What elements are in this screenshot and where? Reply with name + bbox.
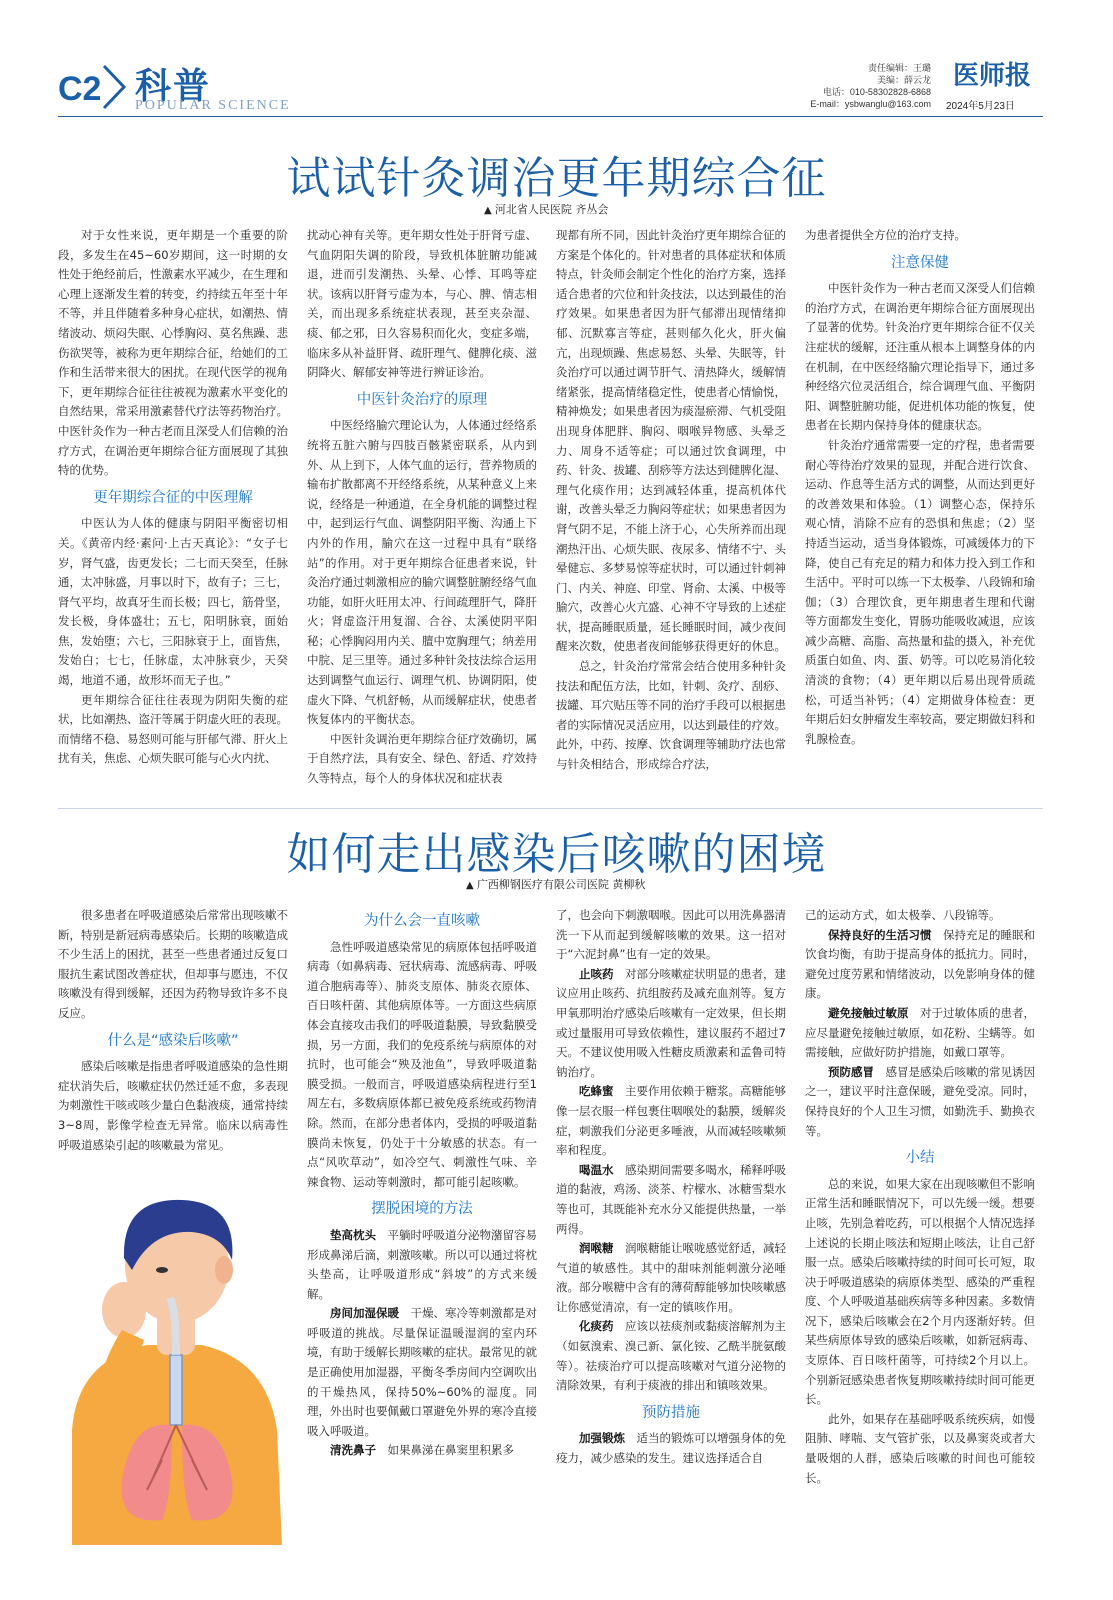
paragraph-text: 适当的锻炼可以增强身体的免疫力，减少感染的发生。建议选择适合自 — [556, 1431, 786, 1466]
paragraph — [805, 1175, 1035, 1410]
paragraph — [556, 226, 786, 657]
subheading: 更年期综合征的中医理解 — [93, 489, 253, 506]
paragraph — [805, 226, 1035, 246]
paragraph-text: 针灸治疗通常需要一定的疗程，患者需要耐心等待治疗效果的显现，并配合进行饮食、运动、作息等生活方式的调整，从而达到更好的改善效果和体验。（1）调整心态，保持乐观心情，消除不应有的恐惧和焦虑；（2）坚持适当运动，适当身体锻炼，可减缓体力的下降，使自己有充足的精力和体力投入到工作和生活中。平时可以练一下太极拳、八段锦和瑜伽；（3）合理饮食，更年期患者生理和代谢等方面都发生变化，胃肠功能吸收减退，应该减少高糖、高脂、高热量和盐的摄入，补充优质蛋白如鱼、肉、蛋、奶等。可以吃易消化较清淡的食物；（4）更年期以后易出现骨质疏松，可适当补钙；（4）定期做身体检查：更年期后妇女肿瘤发生率较高，要定期做妇科和乳腺检查。 — [805, 437, 1035, 746]
paragraph-text: 感冒是感染后咳嗽的常见诱因之一，建议平时注意保暖，避免受凉。同时，保持良好的个人卫生习惯，如勤洗手、勤换衣等。 — [805, 1064, 1035, 1138]
paragraph-lead: 加强锻炼 — [579, 1431, 637, 1446]
paragraph-lead: 化痰药 — [579, 1319, 625, 1334]
paragraph — [805, 279, 1035, 436]
paragraph-lead: 避免接触过敏原 — [828, 1005, 920, 1020]
paragraph-text: 中医针灸调治更年期综合征疗效确切，属于自然疗法，具有安全、绿色、舒适、疗效持久等特点，每个人的身体状况和症状表 — [307, 731, 537, 786]
paragraph — [307, 226, 537, 383]
paragraph — [556, 1161, 786, 1239]
paragraph-text: 很多患者在呼吸道感染后常常出现咳嗽不断，特别是新冠病毒感染后。长期的咳嗽造成不少生活上的困扰，甚至一些患者通过反复口服抗生素试图改善症状，但却事与愿违，不仅咳嗽没有得到缓解，还因为药物导致许多不良反应。 — [58, 908, 288, 1020]
article1-column-1 — [58, 226, 288, 801]
masthead-meta — [691, 62, 931, 110]
paragraph-text: 扰动心神有关等。更年期女性处于肝肾亏虚、气血阴阳失调的阶段，导致机体脏腑功能减退，进而引发潮热、头晕、心悸、耳鸣等症状。该病以肝肾亏虚为本，与心、脾、情志相关，而出现多系统症状表现，甚至夹杂湿、痰、郁之邪，日久容易积而化火，变症多端，临床多从补益肝肾、疏肝理气、健脾化痰、滋阴降火、解郁安神等进行辨证诊治。 — [307, 228, 537, 380]
paragraph — [805, 906, 1035, 926]
paragraph — [556, 1317, 786, 1395]
paragraph — [307, 1226, 537, 1304]
paragraph — [556, 906, 786, 965]
paragraph — [805, 1004, 1035, 1063]
paragraph — [307, 1441, 537, 1461]
paragraph — [556, 1082, 786, 1160]
paragraph-text: 了，也会向下刺激咽喉。因此可以用洗鼻器清洗一下从而起到缓解咳嗽的效果。这一招对于“六泥封鼻”也有一定的效果。 — [556, 908, 786, 962]
paragraph-lead: 预防感冒 — [828, 1064, 886, 1079]
paragraph-text: 总之，针灸治疗常常会结合使用多种针灸技法和配伍方法，比如，针刺、灸疗、刮痧、拔罐、耳穴贴压等不同的治疗手段可以根据患者的实际情况灵活应用，以达到最佳的疗效。此外，中药、按摩、饮食调理等辅助疗法也常与针灸相结合，形成综合疗法， — [556, 659, 786, 772]
paragraph-lead: 吃蜂蜜 — [579, 1084, 625, 1099]
paragraph — [307, 938, 537, 1193]
paragraph-text: 对于过敏体质的患者，应尽量避免接触过敏原，如花粉、尘螨等。如需接触，应做好防护措施，如戴口罩等。 — [805, 1005, 1035, 1060]
paragraph — [805, 436, 1035, 750]
paragraph-text: 主要作用依赖于糖浆。高糖能够像一层衣服一样包裹住咽喉处的黏膜，缓解炎症，刺激我们分泌更多唾液，从而减轻咳嗽频率和程度。 — [556, 1084, 786, 1158]
paragraph-lead: 垫高枕头 — [330, 1227, 388, 1242]
subheading: 中医针灸治疗的原理 — [356, 391, 488, 408]
paragraph — [307, 1304, 537, 1441]
paragraph-text: 现都有所不同，因此针灸治疗更年期综合征的方案是个体化的。针对患者的具体症状和体质特点，针灸师会制定个性化的治疗方案，选择适合患者的穴位和针灸技法，以达到最佳的治疗效果。如果患者因为肝气郁滞出现情绪抑郁、沉默寡言等症，甚则郁久化火，肝火偏亢，出现烦躁、焦虑易怒、头晕、失眠等，针灸治疗可以通过调节肝气、清热降火，缓解情绪紧张，提高情绪稳定性，使患者心情愉悦，精神焕发；如果患者因为痰湿瘀滞、气机受阻出现身体肥胖、胸闷、咽喉异物感、头晕乏力、周身不适等症；可以通过饮食调理，中药、针灸、拔罐、刮痧等方法达到健脾化湿、理气化痰作用；达到减轻体重，提高机体代谢，改善头晕乏力胸闷等症状；如果患者因为肾气阴不足，不能上济于心，心失所养而出现潮热汗出、心烦失眠、夜尿多、情绪不宁、头晕健忘、多梦易惊等症状时，可以通过针刺神门、内关、神庭、印堂、肾俞、太溪、中极等腧穴，改善心火亢盛、心神不守导致的上述症状，提高睡眠质量，延长睡眠时间，减少夜间醒来次数，使患者夜间能够获得更好的休息。 — [556, 228, 786, 654]
subheading: 注意保健 — [891, 254, 949, 271]
paragraph-text: 感染期间需要多喝水，稀释呼吸道的黏液，鸡汤、淡茶、柠檬水、冰糖雪梨水等也可，其既能补充水分又能提供热量，一举两得。 — [556, 1162, 786, 1236]
paragraph — [58, 906, 288, 1024]
article1-title: 试试针灸调治更年期综合征 — [286, 153, 827, 204]
subheading: 小结 — [905, 1150, 935, 1167]
paragraph-text: 己的运动方式，如太极拳、八段锦等。 — [805, 908, 1001, 922]
paragraph-text: 如果鼻涕在鼻窦里积累多 — [387, 1443, 514, 1458]
paragraph-lead: 保持良好的生活习惯 — [828, 927, 943, 942]
paragraph — [556, 965, 786, 1083]
paragraph-text: 更年期综合征往往表现为阴阳失衡的症状，比如潮热、盗汗等属于阴虚火旺的表现。而情绪不稳、易怒则可能与肝郁气滞、肝火上扰有关，焦虑、心烦失眠可能与心火内扰、 — [58, 692, 288, 766]
paragraph — [805, 1410, 1035, 1488]
article2-column-3 — [556, 906, 786, 1586]
paragraph-text: 中医针灸作为一种古老而又深受人们信赖的治疗方式，在调治更年期综合征方面展现出了显著的优势。针灸治疗更年期综合征不仅关注症状的缓解，还注重从根本上调整身体的内在机制，在中医经络腧穴理论指导下，通过多种经络穴位灵活组合，综合调理气血、平衡阴阳、调整脏腑功能，促进机体功能的恢复，使患者在长期内保持身体的健康状态。 — [805, 281, 1035, 433]
paragraph-text: 保持充足的睡眠和饮食均衡，有助于提高身体的抵抗力。同时，避免过度劳累和情绪波动，以免影响身体的健康。 — [805, 927, 1035, 1001]
paragraph-text: 感染后咳嗽是指患者呼吸道感染的急性期症状消失后，咳嗽症状仍然迁延不愈，多表现为刺激性干咳或咳少量白色黏液痰，通常持续3~8周，影像学检查无异常。临床以病毒性呼吸道感染引起的咳嗽最为常见。 — [58, 1059, 288, 1152]
header-divider — [58, 116, 1043, 117]
article2-column-2 — [307, 904, 537, 1584]
paragraph-lead: 润喉糖 — [579, 1241, 625, 1256]
paragraph-text: 对部分咳嗽症状明显的患者，建议应用止咳药、抗组胺药及减充血剂等。复方甲氧那明治疗感染后咳嗽有一定效果，但长期或过量服用可导致依赖性，建议服药不超过7天。不建议使用吸入性糖皮质激素和孟鲁司特钠治疗。 — [556, 966, 786, 1079]
section-subtitle: POPULAR SCIENCE — [135, 98, 291, 113]
paragraph-text: 干燥、寒冷等刺激都是对呼吸道的挑战。尽量保证温暖湿润的室内环境，有助于缓解长期咳嗽的症状。最常见的就是正确使用加湿器，平衡冬季房间内空调吹出的干燥热风，保持50%~60%的湿度。同理，外出时也要佩戴口罩避免外界的寒冷直接吸入呼吸道。 — [307, 1306, 537, 1438]
article1-byline: ▲ 河北省人民医院 齐丛会 — [484, 201, 608, 217]
paragraph-lead: 清洗鼻子 — [330, 1443, 388, 1458]
paragraph-lead: 喝温水 — [579, 1162, 625, 1177]
paragraph-lead: 房间加湿保暖 — [330, 1306, 411, 1321]
article-divider — [58, 808, 1043, 809]
page-number: C2 — [58, 70, 102, 108]
paragraph — [805, 1063, 1035, 1141]
designer: 美编：薛云龙 — [876, 75, 931, 85]
article2-column-1 — [58, 906, 288, 1171]
paragraph — [307, 416, 537, 730]
article2-byline: ▲ 广西柳钢医疗有限公司医院 黄柳秋 — [466, 876, 645, 892]
paragraph-text: 为患者提供全方位的治疗支持。 — [805, 228, 966, 242]
paragraph-text: 总的来说，如果大家在出现咳嗽但不影响正常生活和睡眠情况下，可以先缓一缓。想要止咳，先别急着吃药，可以根据个人情况选择上述说的长期止咳法和短期止咳法，让自己舒服一点。感染后咳嗽持续的时间可长可短，取决于呼吸道感染的病原体类型、感染的严重程度、个人呼吸道基础疾病等多种因素。多数情况下，感染后咳嗽会在2个月内逐渐好转。但某些病原体导致的感染后咳嗽，如新冠病毒、支原体、百日咳杆菌等，可持续2个月以上。个别新冠感染患者恢复期咳嗽持续时间可能更长。 — [805, 1176, 1035, 1407]
subheading: 为什么会一直咳嗽 — [364, 913, 480, 929]
coughing-person-lungs-illustration — [52, 1180, 292, 1545]
article1-column-2 — [307, 226, 537, 801]
paragraph — [556, 1429, 786, 1468]
issue-date: 2024年5月23日 — [946, 101, 1015, 112]
paragraph-text: 润喉糖能让喉咙感觉舒适，减轻气道的敏感性。其中的甜味剂能刺激分泌唾液。部分喉糖中含有的薄荷醇能够加快咳嗽感让你感觉清凉，有一定的镇咳作用。 — [556, 1241, 786, 1314]
newspaper-logo: 医师报 — [946, 58, 1038, 94]
email: E-mail：ysbwanglu@163.com — [810, 99, 931, 109]
paragraph — [805, 926, 1035, 1004]
paragraph — [556, 657, 786, 775]
paragraph-text: 中医认为人体的健康与阴阳平衡密切相关。《黄帝内经·素问·上古天真论》：“女子七岁，肾气盛，齿更发长；二七而天癸至，任脉通，太冲脉盛，月事以时下，故有子；三七，肾气平均，故真牙生而长极；四七，筋骨坚，发长极，身体盛壮；五七，阳明脉衰，面始焦，发始堕；六七，三阳脉衰于上，面皆焦，发始白；七七，任脉虚，太冲脉衰少，天癸竭，地道不通，故形坏而无子也。” — [58, 516, 288, 688]
editor: 责任编辑：王璐 — [867, 63, 931, 73]
paragraph-lead: 止咳药 — [579, 966, 625, 981]
article1-column-4 — [805, 226, 1035, 801]
article2-column-4 — [805, 906, 1035, 1586]
chevron-right-icon — [100, 62, 130, 112]
phone: 电话：010-58302828-6868 — [822, 87, 931, 97]
paragraph-text: 对于女性来说，更年期是一个重要的阶段，多发生在45~60岁期间，这一时期的女性处于绝经前后，性激素水平减少，在生理和心理上逐渐发生着的转变，约持续五年至十年不等，并且伴随着多种身心症状，如潮热、情绪波动、烦闷失眠、心悸胸闷、莫名焦躁、悲伤欲哭等，被称为更年期综合征，给她们的工作和生活带来很大的困扰。在现代医学的视角下，更年期综合征往往被视为激素水平变化的自然结果，常采用激素替代疗法等药物治疗。中医针灸作为一种古老而且深受人们信赖的治疗方式，在调治更年期综合征方面展现了其独特的优势。 — [58, 228, 288, 478]
section-title: 科普 — [135, 66, 212, 107]
subheading: 什么是“感染后咳嗽” — [107, 1032, 239, 1049]
paragraph-text: 平躺时呼吸道分泌物潴留容易形成鼻涕后滴，刺激咳嗽。所以可以通过将枕头垫高，让呼吸道形成“斜坡”的方式来缓解。 — [307, 1227, 537, 1301]
paragraph — [58, 1057, 288, 1155]
paragraph — [556, 1239, 786, 1317]
paragraph-text: 急性呼吸道感染常见的病原体包括呼吸道病毒（如鼻病毒、冠状病毒、流感病毒、呼吸道合胞病毒等）、肺炎支原体、肺炎衣原体、百日咳杆菌、其他病原体等。一方面这些病原体会直接攻击我们的呼吸道黏膜，导致黏膜受损，另一方面，我们的免疫系统与病原体的对抗时，也可能会“殃及池鱼”，导致呼吸道黏膜受损。一般而言，呼吸道感染病程进行至1周左右，多数病原体都已被免疫系统或药物清除。然而，在部分患者体内，受损的呼吸道黏膜尚未恢复，仍处于十分敏感的状态。有一点“风吹草动”，如冷空气、刺激性气味、辛辣食物、运动等刺激时，都可能引起咳嗽。 — [307, 939, 537, 1189]
article2-title: 如何走出感染后咳嗽的困境 — [286, 829, 827, 880]
paragraph-text: 此外，如果存在基础呼吸系统疾病，如慢阻肺、哮喘、支气管扩张，以及鼻窦炎或者大量吸烟的人群，感染后咳嗽的时间也可能较长。 — [805, 1411, 1035, 1485]
paragraph-text: 中医经络腧穴理论认为，人体通过经络系统将五脏六腑与四肢百骸紧密联系，从内到外、从上到下，人体气血的运行，营养物质的输布扩散都离不开经络系统，从某种意义上来说，经络是一种通道，在全身机能的调整过程中，起到运行气血、调整阴阳平衡、沟通上下内外的作用，腧穴在这一过程中具有“联络站”的作用。对于更年期综合征患者来说，针灸治疗通过刺激相应的腧穴调整脏腑经络气血功能，如肝火旺用太冲、行间疏理肝气，降肝火；肾虚盗汗用复溜、合谷、太溪使阴平阳秘；心悸胸闷用内关、膻中宽胸理气；纳差用中脘、足三里等。通过多种针灸技法综合运用达到调整气血运行、调理气机、协调阴阳，使虚火下降、气机舒畅，从而缓解症状，使患者恢复体内的平衡状态。 — [307, 418, 537, 727]
paragraph — [58, 226, 288, 481]
paragraph — [58, 514, 288, 690]
paragraph — [58, 691, 288, 769]
subheading: 预防措施 — [642, 1404, 700, 1421]
paragraph-text: 应该以祛痰剂或黏痰溶解剂为主（如氨溴索、溴己新、氯化铵、乙酰半胱氨酸等）。祛痰治疗可以提高咳嗽对气道分泌物的清除效果，有利于痰液的排出和镇咳效果。 — [556, 1319, 786, 1393]
paragraph — [307, 730, 537, 789]
subheading: 摆脱困境的方法 — [371, 1201, 473, 1218]
article1-column-3 — [556, 226, 786, 801]
